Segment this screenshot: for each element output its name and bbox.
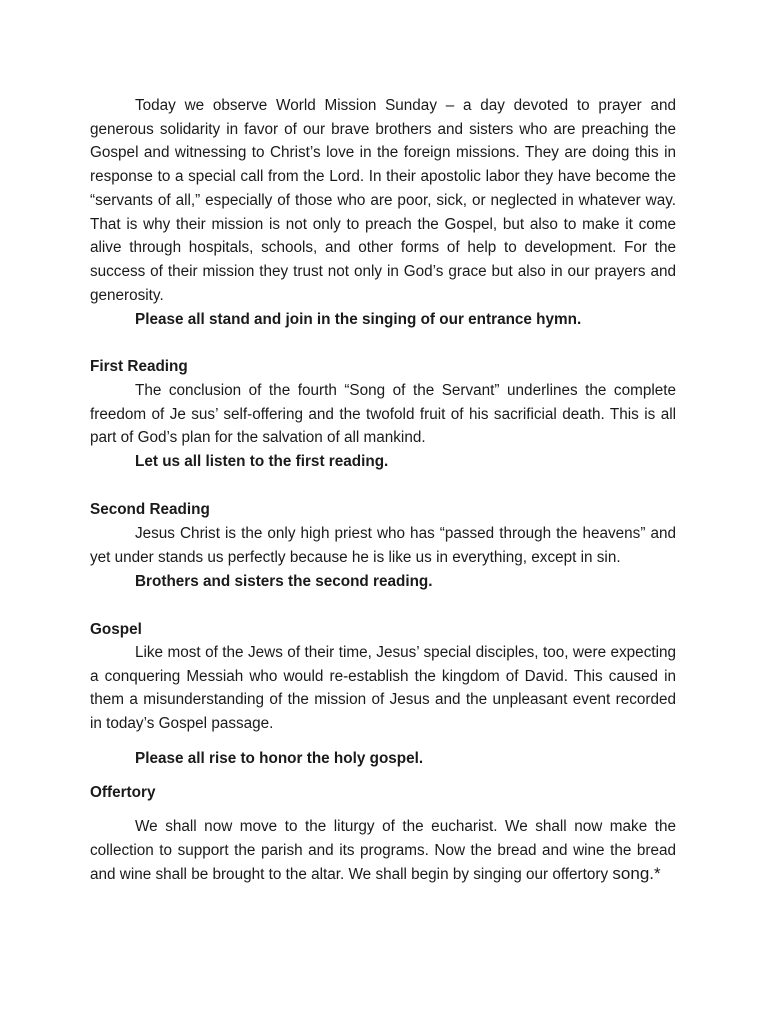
offertory-paragraph-text: We shall now move to the liturgy of the eucharist. We shall now make the collection to support the parish and its programs. Now the bread and wine the bread and wine shall be brought to the altar. We shall begin by singing our offertory: [90, 818, 676, 884]
intro-paragraph: Today we observe World Mission Sunday – a day devoted to prayer and generous solidarity in favor of our brave brothers and sisters who are preaching the Gospel and witnessing to Christ’s love in the foreign missions. They are doing this in response to a special call from the Lord. In their apostolic labor they have become the “servants of all,” especially of those who are poor, sick, or neglected in whatever way. That is why their mission is not only to preach the Gospel, but also to make it come alive through hospitals, schools, and other forms of help to development. For the success of their mission they trust not only in God’s grace but also in our prayers and generosity.: [90, 97, 676, 304]
second-reading-paragraph: Jesus Christ is the only high priest who has “passed through the heavens” and yet under stands us perfectly because he is like us in everything, except in sin.: [90, 525, 676, 566]
second-reading-heading: Second Reading: [90, 501, 210, 518]
offertory-heading: Offertory: [90, 784, 156, 801]
first-reading-paragraph: The conclusion of the fourth “Song of the Servant” underlines the complete freedom of Je sus’ self-offering and the twofold fruit of his sacrificial death. This is all part of God’s plan for the salvation of all mankind.: [90, 382, 676, 447]
intro-instruction: Please all stand and join in the singing of our entrance hymn.: [135, 311, 582, 328]
first-reading-instruction: Let us all listen to the first reading.: [135, 453, 389, 470]
gospel-instruction: Please all rise to honor the holy gospel.: [135, 750, 424, 767]
gospel-paragraph: Like most of the Jews of their time, Jesus’ special disciples, too, were expecting a conquering Messiah who would re-establish the kingdom of David. This caused in them a misunderstanding of the mission of Jesus and the unpleasant event recorded in today’s Gospel passage.: [90, 644, 676, 733]
offertory-paragraph: [90, 815, 676, 887]
second-reading-instruction: Brothers and sisters the second reading.: [135, 573, 433, 590]
gospel-heading: Gospel: [90, 621, 142, 638]
first-reading-heading: First Reading: [90, 358, 188, 375]
offertory-tail-text: song.*: [612, 864, 661, 884]
